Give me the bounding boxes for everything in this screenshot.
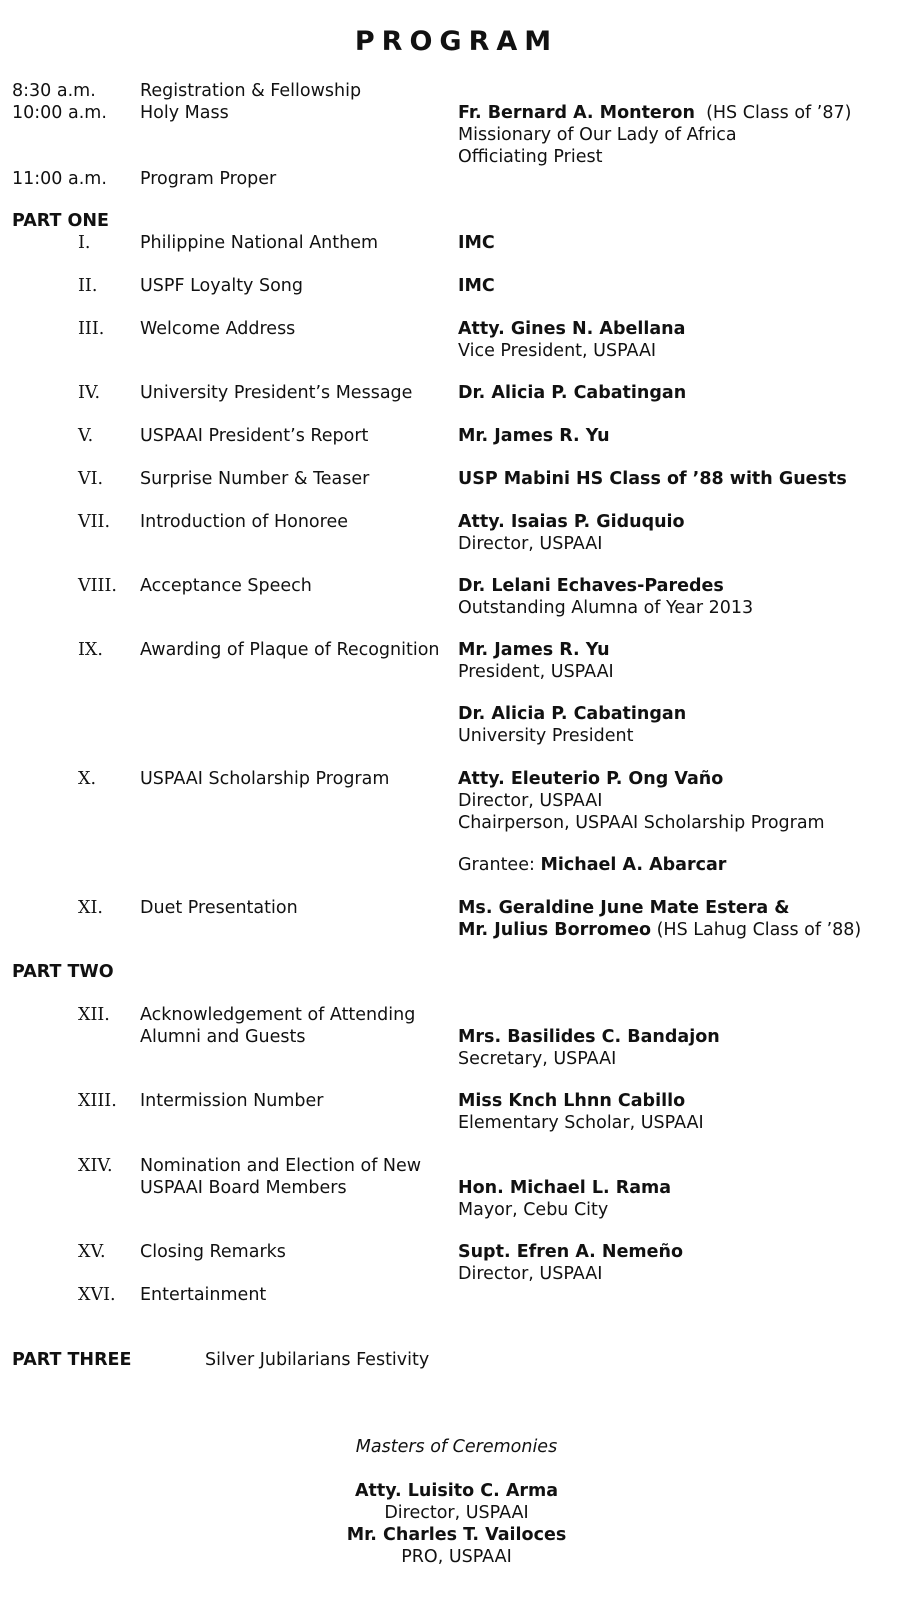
emcee-name: Mr. Charles T. Vailoces bbox=[346, 1525, 567, 1545]
item-activity: Introduction of Honoree bbox=[140, 512, 348, 532]
item-number: XIV. bbox=[78, 1156, 113, 1176]
schedule-activity: Holy Mass bbox=[140, 103, 229, 123]
item-activity-line2: Alumni and Guests bbox=[140, 1027, 306, 1047]
officiant-name: Fr. Bernard A. Monteron bbox=[458, 103, 695, 123]
item-title: Vice President, USPAAI bbox=[458, 341, 657, 361]
item-activity: Surprise Number & Teaser bbox=[140, 469, 370, 489]
item-name: Atty. Eleuterio P. Ong Vaño bbox=[458, 769, 724, 789]
item-activity: Awarding of Plaque of Recognition bbox=[140, 640, 440, 660]
item-number: VI. bbox=[78, 469, 104, 489]
item-title: President, USPAAI bbox=[458, 662, 614, 682]
officiant-class: (HS Class of ’87) bbox=[706, 103, 852, 123]
item-number: XVI. bbox=[78, 1285, 116, 1305]
item-title: Outstanding Alumna of Year 2013 bbox=[458, 598, 754, 618]
item-name: Mr. James R. Yu bbox=[458, 426, 610, 446]
item-number: VII. bbox=[78, 512, 111, 532]
item-name: Dr. Lelani Echaves-Paredes bbox=[458, 576, 724, 596]
item-number: V. bbox=[78, 426, 94, 446]
item-title: Elementary Scholar, USPAAI bbox=[458, 1113, 704, 1133]
item-name: Hon. Michael L. Rama bbox=[458, 1178, 672, 1198]
item-number: XI. bbox=[78, 898, 103, 918]
page-title: PROGRAM bbox=[354, 26, 559, 57]
grantee bbox=[458, 854, 726, 876]
schedule-time: 8:30 a.m. bbox=[12, 81, 96, 101]
item-activity: Philippine National Anthem bbox=[140, 233, 379, 253]
item-activity: University President’s Message bbox=[140, 383, 413, 403]
item-class: (HS Lahug Class of ’88) bbox=[656, 920, 862, 940]
item-activity: USPAAI Scholarship Program bbox=[140, 769, 390, 789]
item-activity: Closing Remarks bbox=[140, 1242, 286, 1262]
officiant-role: Officiating Priest bbox=[458, 147, 603, 167]
item-title: Chairperson, USPAAI Scholarship Program bbox=[458, 813, 825, 833]
item-activity: Entertainment bbox=[140, 1285, 267, 1305]
item-activity: Acknowledgement of Attending bbox=[140, 1005, 416, 1025]
officiant bbox=[458, 102, 851, 124]
item-title: Mayor, Cebu City bbox=[458, 1200, 609, 1220]
item-number: III. bbox=[78, 319, 105, 339]
item-title: University President bbox=[458, 726, 634, 746]
part-three-heading: PART THREE bbox=[12, 1350, 132, 1370]
item-activity: Welcome Address bbox=[140, 319, 296, 339]
part-two-heading: PART TWO bbox=[12, 962, 114, 982]
schedule-time: 10:00 a.m. bbox=[12, 103, 107, 123]
item-number: XII. bbox=[78, 1005, 110, 1025]
grantee-label: Grantee: bbox=[458, 855, 535, 875]
emcee-title: Director, USPAAI bbox=[384, 1503, 529, 1523]
emcee-title: PRO, USPAAI bbox=[401, 1547, 512, 1567]
item-name: Dr. Alicia P. Cabatingan bbox=[458, 383, 687, 403]
item-activity: Intermission Number bbox=[140, 1091, 324, 1111]
item-activity-line2: USPAAI Board Members bbox=[140, 1178, 347, 1198]
grantee-name: Michael A. Abarcar bbox=[540, 855, 727, 875]
item-name: Mrs. Basilides C. Bandajon bbox=[458, 1027, 720, 1047]
item-name: Mr. Julius Borromeo bbox=[458, 920, 651, 940]
item-name: Miss Knch Lhnn Cabillo bbox=[458, 1091, 686, 1111]
item-name: IMC bbox=[458, 276, 495, 296]
item-activity: USPF Loyalty Song bbox=[140, 276, 303, 296]
item-name: Mr. James R. Yu bbox=[458, 640, 610, 660]
item-name: Atty. Isaias P. Giduquio bbox=[458, 512, 685, 532]
item-number: XIII. bbox=[78, 1091, 117, 1111]
item-name: USP Mabini HS Class of ’88 with Guests bbox=[458, 469, 847, 489]
officiant-title: Missionary of Our Lady of Africa bbox=[458, 125, 737, 145]
item-name: IMC bbox=[458, 233, 495, 253]
item-activity: Nomination and Election of New bbox=[140, 1156, 422, 1176]
item-number: VIII. bbox=[78, 576, 117, 596]
item-activity: USPAAI President’s Report bbox=[140, 426, 369, 446]
item-name-line2 bbox=[458, 919, 861, 941]
part-three-activity: Silver Jubilarians Festivity bbox=[205, 1350, 430, 1370]
schedule-activity: Registration & Fellowship bbox=[140, 81, 362, 101]
part-one-heading: PART ONE bbox=[12, 211, 109, 231]
item-title: Director, USPAAI bbox=[458, 1264, 603, 1284]
schedule-activity: Program Proper bbox=[140, 169, 277, 189]
item-activity: Acceptance Speech bbox=[140, 576, 312, 596]
item-number: IV. bbox=[78, 383, 101, 403]
item-number: II. bbox=[78, 276, 98, 296]
item-title: Director, USPAAI bbox=[458, 791, 603, 811]
item-number: XV. bbox=[78, 1242, 106, 1262]
item-title: Director, USPAAI bbox=[458, 534, 603, 554]
item-name: Ms. Geraldine June Mate Estera & bbox=[458, 898, 790, 918]
item-name: Dr. Alicia P. Cabatingan bbox=[458, 704, 687, 724]
emcee-name: Atty. Luisito C. Arma bbox=[354, 1481, 559, 1501]
emcees-heading: Masters of Ceremonies bbox=[355, 1437, 558, 1457]
item-name: Supt. Efren A. Nemeño bbox=[458, 1242, 684, 1262]
item-title: Secretary, USPAAI bbox=[458, 1049, 617, 1069]
item-number: X. bbox=[78, 769, 97, 789]
item-number: I. bbox=[78, 233, 91, 253]
schedule-time: 11:00 a.m. bbox=[12, 169, 107, 189]
item-activity: Duet Presentation bbox=[140, 898, 298, 918]
item-name: Atty. Gines N. Abellana bbox=[458, 319, 686, 339]
item-number: IX. bbox=[78, 640, 103, 660]
